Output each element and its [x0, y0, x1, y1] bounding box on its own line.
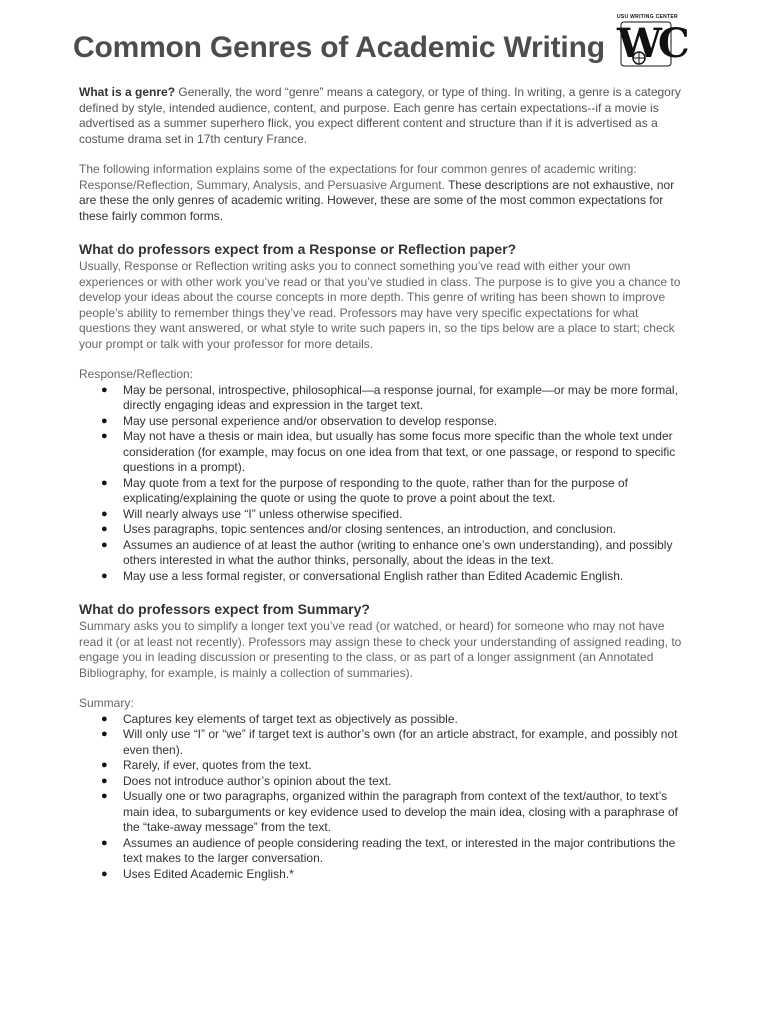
list-item-text: Rarely, if ever, quotes from the text. — [123, 758, 312, 772]
list-item — [101, 568, 689, 585]
bullet-icon: ● — [101, 759, 108, 771]
bullet-icon: ● — [101, 414, 108, 427]
response-list-title: Response/Reflection: — [79, 367, 194, 381]
bullet-icon: ● — [101, 383, 108, 396]
page-title: Common Genres of Academic Writing — [73, 31, 605, 64]
list-item — [101, 429, 689, 476]
response-body: Usually, Response or Reflection writing asks you to connect something you’ve read with either your own experiences or with other work you’ve read or that you’ve studied in class. The purpose is to give you a chance to develop your ideas about the course concepts in more depth. This genre of writing has been shown to improve people’s ability to remember things they’ve read. Professors may have very specific expectations for what questions they want answered, or what style to write such papers in, so the tips below are a place to start; check your prompt or talk with your professor for more details. — [79, 259, 681, 351]
list-item — [101, 475, 689, 507]
list-item — [101, 522, 689, 538]
summary-list — [79, 712, 689, 883]
list-item-text: Usually one or two paragraphs, organized within the paragraph from context of the text/author, to text’s main idea, to subarguments or key evidence used to develop the main idea, closing with a paraphrase of the “take-away message” from the text. — [123, 789, 678, 834]
list-item — [101, 382, 689, 414]
list-item-text: Uses Edited Academic English.* — [123, 866, 294, 881]
list-item — [101, 835, 689, 867]
bullet-icon: ● — [101, 507, 108, 520]
list-item-text: May not have a thesis or main idea, but usually has some focus more specific than the whole text under consideration (for example, may focus on one idea from that text, or one passage, or respond to specific questions in a prompt). — [123, 429, 676, 474]
summary-body: Summary asks you to simplify a longer text you’ve read (or watched, or heard) for someone who may not have read it (or at least not recently). Professors may assign these to check your understanding of assigned reading, to engage you in leading discussion or presenting to the class, or as part of a longer assignment (an Annotated Bibliography, for example, is mainly a collection of summaries). — [79, 619, 682, 680]
page-header — [73, 14, 689, 76]
writing-center-logo — [617, 14, 686, 70]
list-item — [101, 413, 689, 430]
bullet-icon: ● — [101, 790, 108, 802]
list-item — [101, 773, 689, 790]
list-item — [101, 506, 689, 523]
overview-part-1: The following information explains some of the expectations for four common genres of academic writing: Response/Reflection, Summary, Analysis, and Persuasive Argument. — [79, 162, 637, 192]
list-item-text: May use a less formal register, or conversational English rather than Edited Academic English. — [123, 568, 624, 583]
list-item — [101, 758, 689, 774]
overview-part-2: These descriptions are not exhaustive, nor are these the only genres of academic writing. However, these are some of the most common expectations for these fairly common forms. — [79, 177, 675, 223]
bullet-icon: ● — [101, 867, 108, 880]
list-item — [101, 727, 689, 758]
list-item — [101, 789, 689, 836]
bullet-icon: ● — [101, 430, 108, 442]
list-item-text: Captures key elements of target text as objectively as possible. — [123, 711, 458, 726]
list-item-text: Assumes an audience of at least the author (writing to enhance one’s own understanding), and possibly others interested in what the author thinks, personally, about the ideas in the text. — [123, 537, 673, 567]
bullet-icon: ● — [101, 728, 108, 740]
summary-heading: What do professors expect from Summary? — [79, 601, 370, 617]
list-item — [101, 537, 689, 569]
overview-paragraph — [79, 162, 689, 224]
response-heading: What do professors expect from a Response or Reflection paper? — [79, 241, 517, 257]
list-item-text: Will nearly always use “I” unless otherwise specified. — [123, 506, 403, 521]
intro-body: Generally, the word “genre” means a category, or type of thing. In writing, a genre is a category defined by style, intended audience, content, and purpose. Each genre has certain expectations--if a movie is advertised as a summer superhero flick, you expect different content and structure than if it is advertised as a costume drama set in 17th century France. — [79, 85, 681, 146]
list-item-text: Will only use “I” or “we” if target text is author’s own (for an article abstract, for example, and possibly not even then). — [123, 727, 678, 757]
list-item-text: May quote from a text for the purpose of responding to the quote, rather than for the purpose of explicating/explaining the quote or using the quote to prove a point about the text. — [123, 475, 628, 505]
list-item-text: Assumes an audience of people considering reading the text, or interested in the major contributions the text makes to the larger conversation. — [123, 835, 676, 865]
logo-monogram: WC — [617, 20, 686, 67]
logo-caption: USU WRITING CENTER — [617, 14, 678, 20]
bullet-icon: ● — [101, 774, 108, 787]
list-item — [101, 711, 689, 728]
list-item-text: Uses paragraphs, topic sentences and/or closing sentences, an introduction, and conclusion. — [123, 522, 616, 536]
summary-list-title: Summary: — [79, 696, 134, 710]
intro-paragraph — [79, 85, 689, 147]
bullet-icon: ● — [101, 836, 108, 849]
bullet-icon: ● — [101, 476, 108, 489]
list-item-text: Does not introduce author’s opinion about the text. — [123, 773, 392, 788]
response-list — [79, 383, 689, 585]
list-item-text: May use personal experience and/or observation to develop response. — [123, 413, 498, 428]
intro-lead: What is a genre? — [79, 85, 176, 99]
list-item-text: May be personal, introspective, philosophical—a response journal, for example—or may be more formal, directly engaging ideas and expression in the target text. — [123, 382, 678, 412]
bullet-icon: ● — [101, 523, 108, 535]
list-item — [101, 866, 689, 883]
bullet-icon: ● — [101, 569, 108, 582]
bullet-icon: ● — [101, 712, 108, 725]
bullet-icon: ● — [101, 538, 108, 551]
